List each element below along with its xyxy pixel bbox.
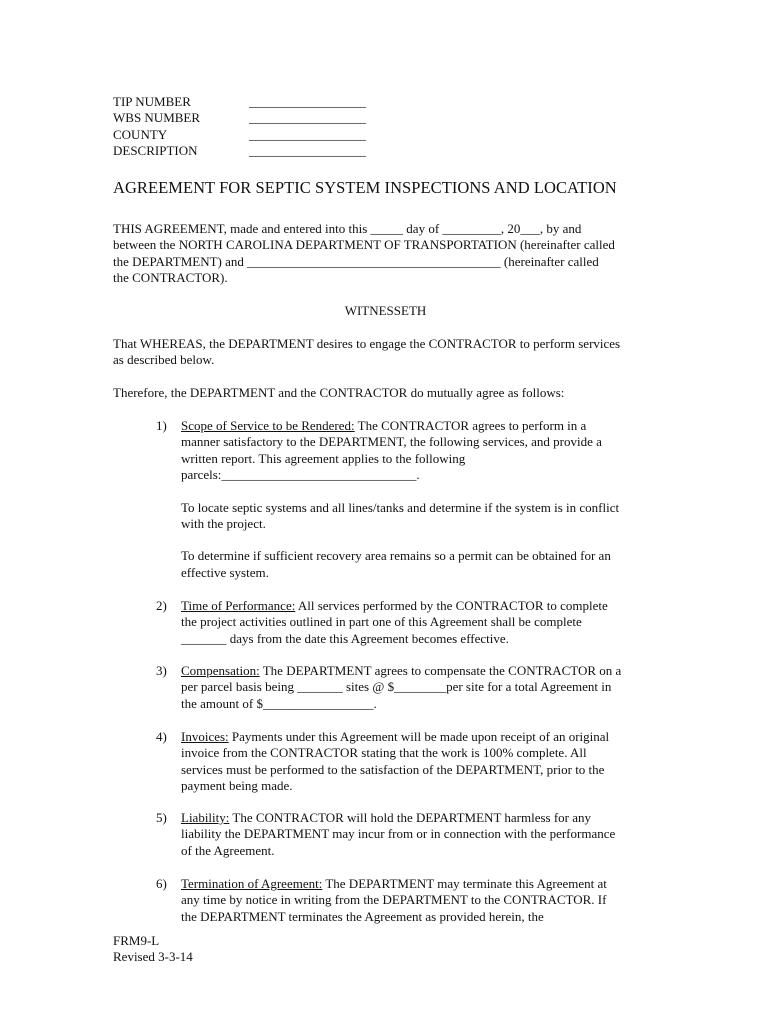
clause-compensation [156, 663, 661, 712]
text-line: All services performed by the CONTRACTOR to complete [295, 598, 608, 613]
text-line: as described below. [113, 352, 215, 368]
text-line: The CONTRACTOR agrees to perform in a [354, 418, 587, 433]
text-line: the CONTRACTOR). [113, 270, 228, 286]
text-line: parcels:______________________________. [181, 467, 420, 483]
text-line: That WHEREAS, the DEPARTMENT desires to engage the CONTRACTOR to perform services [113, 336, 621, 351]
clause-body [181, 876, 661, 925]
wbs-number-field [113, 110, 366, 126]
field-label: TIP NUMBER [113, 94, 191, 109]
text-line: written report. This agreement applies to the following [181, 450, 466, 466]
field-label: WBS NUMBER [113, 110, 201, 126]
clause-invoices [156, 729, 661, 795]
clause-number: 5) [156, 810, 167, 825]
field-blank: __________________ [249, 110, 366, 126]
form-number: FRM9-L [113, 933, 160, 948]
text-line: any time by notice in writing from the DEPARTMENT to the CONTRACTOR. If [181, 892, 607, 908]
text-line: per parcel basis being _______ sites @ $________per site for a total Agreement in [181, 679, 612, 695]
clause-heading: Scope of Service to be Rendered: [181, 418, 355, 433]
text-line: with the project. [181, 516, 266, 532]
therefore-paragraph: Therefore, the DEPARTMENT and the CONTRACTOR do mutually agree as follows: [113, 385, 565, 400]
clause-body [181, 418, 661, 581]
text-line: The CONTRACTOR will hold the DEPARTMENT harmless for any [229, 810, 592, 825]
text-line: To determine if sufficient recovery area remains so a permit can be obtained for an [181, 548, 611, 564]
text-line: payment being made. [181, 778, 293, 794]
clause-first-line [181, 876, 607, 891]
scope-detail-recovery [181, 548, 661, 581]
field-label: DESCRIPTION [113, 143, 198, 159]
text-line: THIS AGREEMENT, made and entered into this _____ day of _________, 20___, by and [113, 221, 582, 236]
document-title: AGREEMENT FOR SEPTIC SYSTEM INSPECTIONS AND LOCATION [113, 178, 617, 197]
clause-scope-of-service [156, 418, 661, 581]
text-line: The DEPARTMENT may terminate this Agreement at [322, 876, 607, 891]
field-blank: __________________ [249, 126, 366, 142]
clause-number: 6) [156, 876, 167, 891]
clause-body [181, 729, 661, 795]
text-line: The DEPARTMENT agrees to compensate the CONTRACTOR on a [259, 663, 622, 678]
text-line: liability the DEPARTMENT may incur from or in connection with the performance [181, 826, 616, 842]
clause-first-line [181, 598, 608, 613]
clause-heading: Termination of Agreement: [181, 876, 323, 891]
clause-number: 4) [156, 729, 167, 744]
clause-body [181, 598, 661, 647]
revision-date: Revised 3-3-14 [113, 949, 193, 965]
text-line: manner satisfactory to the DEPARTMENT, the following services, and provide a [181, 434, 602, 450]
text-line: the project activities outlined in part one of this Agreement shall be complete [181, 614, 582, 630]
clause-number: 3) [156, 663, 167, 678]
tip-number-field [113, 94, 366, 110]
field-label: COUNTY [113, 126, 168, 142]
clause-first-line [181, 810, 591, 825]
text-line: effective system. [181, 564, 269, 580]
clause-paragraph [181, 876, 661, 925]
text-line: the DEPARTMENT terminates the Agreement as provided herein, the [181, 908, 544, 924]
text-line: _______ days from the date this Agreement becomes effective. [181, 630, 509, 646]
clause-body [181, 810, 661, 859]
clause-body [181, 663, 661, 712]
clause-paragraph [181, 810, 661, 859]
clause-heading: Time of Performance: [181, 598, 296, 613]
text-line: the amount of $_________________. [181, 695, 377, 711]
clause-number: 2) [156, 598, 167, 613]
clause-first-line [181, 663, 621, 678]
intro-paragraph [113, 221, 661, 287]
clause-heading: Invoices: [181, 729, 229, 744]
clause-number: 1) [156, 418, 167, 433]
county-field [113, 127, 366, 143]
clause-heading: Compensation: [181, 663, 260, 678]
form-footer [113, 933, 193, 966]
field-blank: __________________ [249, 143, 366, 159]
text-line: between the NORTH CAROLINA DEPARTMENT OF TRANSPORTATION (hereinafter called [113, 237, 615, 253]
text-line: invoice from the CONTRACTOR stating that the work is 100% complete. All [181, 745, 587, 761]
whereas-paragraph [113, 336, 661, 369]
clause-liability [156, 810, 661, 859]
header-fields [113, 94, 366, 160]
clause-first-line [181, 729, 609, 744]
clause-paragraph [181, 729, 661, 795]
clause-termination [156, 876, 661, 925]
description-field [113, 143, 366, 159]
clause-time-of-performance [156, 598, 661, 647]
clause-paragraph [181, 663, 661, 712]
field-blank: __________________ [249, 94, 366, 109]
text-line: To locate septic systems and all lines/tanks and determine if the system is in conflict [181, 499, 620, 515]
clause-paragraph [181, 418, 661, 484]
clause-paragraph [181, 598, 661, 647]
clause-heading: Liability: [181, 810, 230, 825]
text-line: of the Agreement. [181, 842, 275, 858]
witnesseth-heading: WITNESSETH [344, 303, 427, 318]
clause-first-line [181, 418, 586, 433]
scope-detail-septic [181, 500, 661, 533]
text-line: services must be performed to the satisfaction of the DEPARTMENT, prior to the [181, 761, 605, 777]
text-line: Payments under this Agreement will be made upon receipt of an original [228, 729, 610, 744]
text-line: the DEPARTMENT) and _______________________________________ (hereinafter called [113, 253, 599, 269]
